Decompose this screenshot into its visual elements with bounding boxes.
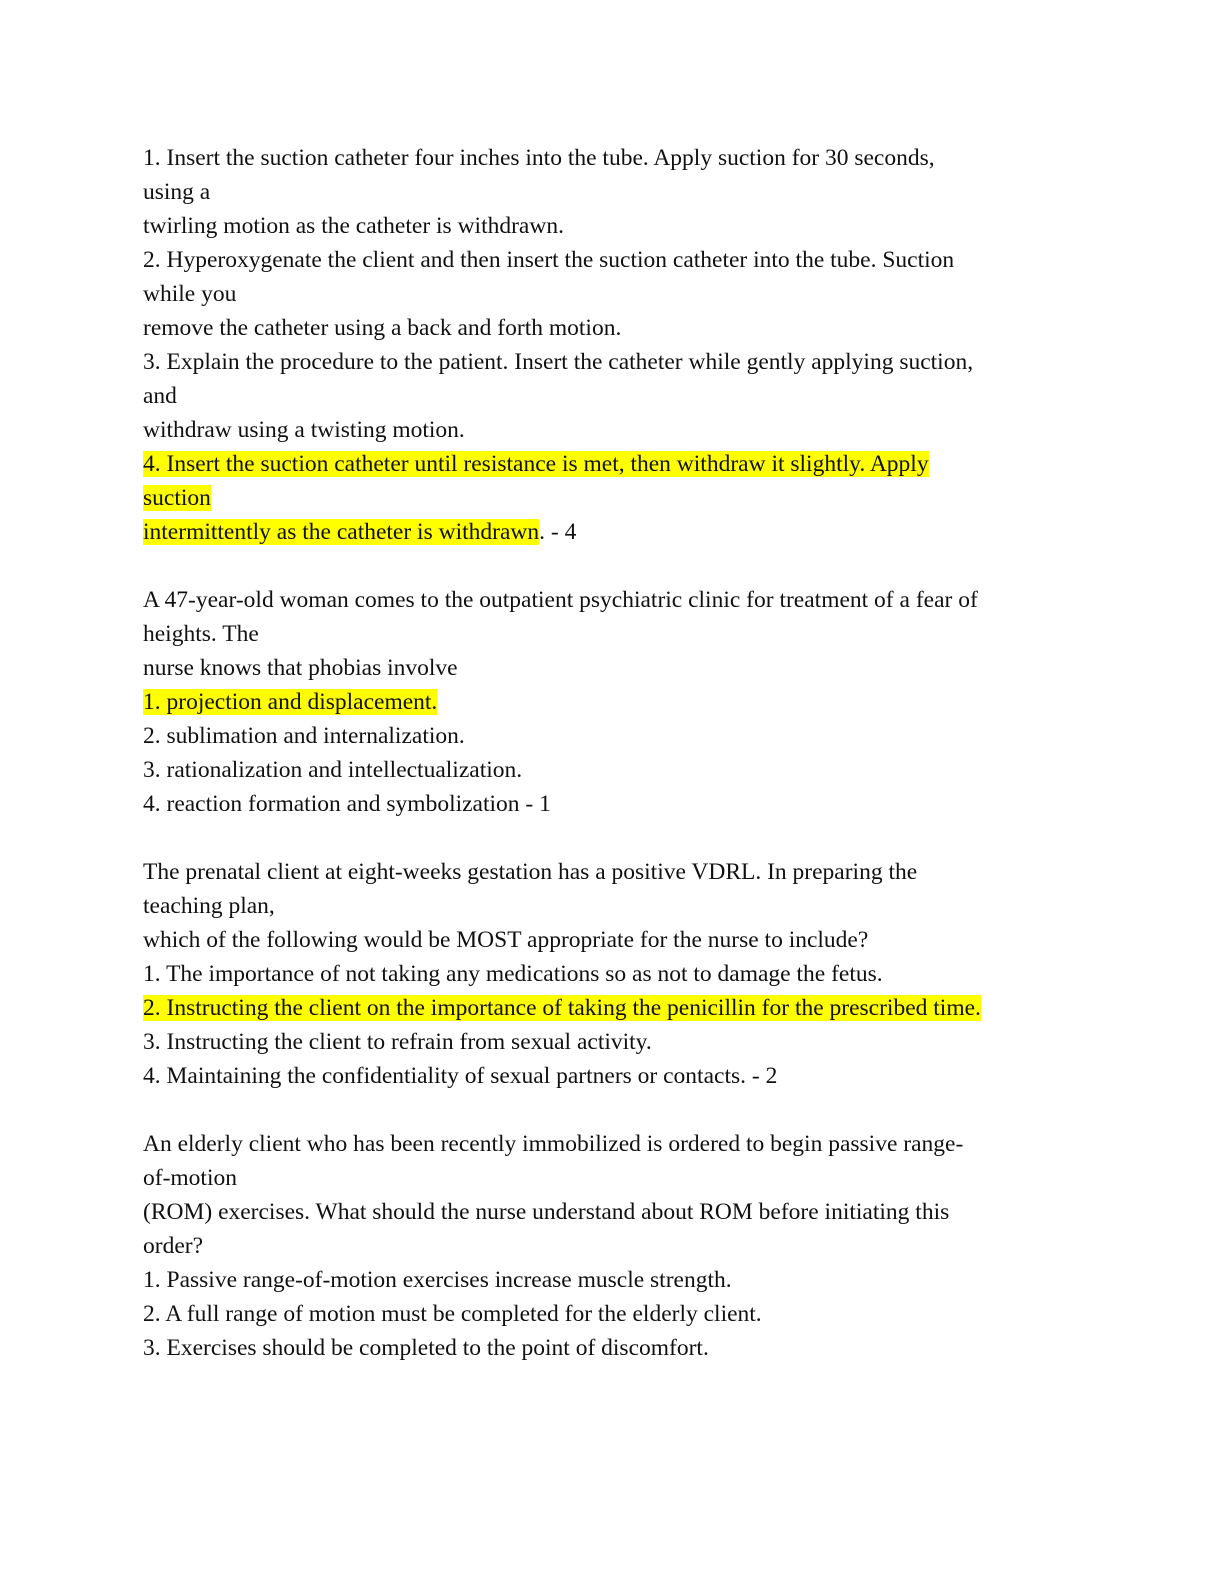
answer-key: . - 4: [539, 519, 577, 545]
paragraph-gap: [143, 1093, 1083, 1127]
text-line: 4. Maintaining the confidentiality of sexual partners or contacts. - 2: [143, 1063, 778, 1089]
text-line: 2. Hyperoxygenate the client and then insert the suction catheter into the tube. Suction: [143, 247, 955, 273]
text-line: 2. sublimation and internalization.: [143, 723, 465, 749]
text-line: 2. A full range of motion must be completed for the elderly client.: [143, 1301, 762, 1327]
text-line: The prenatal client at eight-weeks gestation has a positive VDRL. In preparing the: [143, 859, 918, 885]
text-line: nurse knows that phobias involve: [143, 655, 458, 681]
question-block-2: [143, 583, 1083, 821]
question-block-4: [143, 1127, 1083, 1365]
text-line: 1. Insert the suction catheter four inches into the tube. Apply suction for 30 seconds,: [143, 145, 935, 171]
text-line: withdraw using a twisting motion.: [143, 417, 465, 443]
text-line: 3. Explain the procedure to the patient. Insert the catheter while gently applying suction,: [143, 349, 974, 375]
text-line: 3. rationalization and intellectualization.: [143, 757, 523, 783]
question-block-1: [143, 141, 1083, 549]
text-line: heights. The: [143, 621, 259, 647]
text-line: twirling motion as the catheter is withdrawn.: [143, 213, 564, 239]
text-line: 4. reaction formation and symbolization - 1: [143, 791, 551, 817]
text-line: order?: [143, 1233, 204, 1259]
text-line: using a: [143, 179, 211, 205]
text-line: An elderly client who has been recently immobilized is ordered to begin passive range-: [143, 1131, 964, 1157]
text-line: 1. Passive range-of-motion exercises increase muscle strength.: [143, 1267, 732, 1293]
text-line: and: [143, 383, 177, 409]
text-line: of-motion: [143, 1165, 237, 1191]
text-line: 3. Instructing the client to refrain from sexual activity.: [143, 1029, 652, 1055]
text-line: 1. The importance of not taking any medications so as not to damage the fetus.: [143, 961, 883, 987]
text-line: (ROM) exercises. What should the nurse understand about ROM before initiating this: [143, 1199, 950, 1225]
text-line: which of the following would be MOST appropriate for the nurse to include?: [143, 927, 869, 953]
text-line: remove the catheter using a back and forth motion.: [143, 315, 622, 341]
highlighted-answer-line: 4. Insert the suction catheter until resistance is met, then withdraw it slightly. Apply: [143, 451, 929, 477]
question-block-3: [143, 855, 1083, 1093]
text-line: teaching plan,: [143, 893, 275, 919]
highlighted-answer-line: 2. Instructing the client on the importance of taking the penicillin for the prescribed time.: [143, 995, 981, 1021]
document-page: [143, 141, 1083, 1365]
highlighted-answer-line: intermittently as the catheter is withdrawn. - 4: [143, 519, 577, 545]
paragraph-gap: [143, 549, 1083, 583]
highlighted-answer-line: suction: [143, 485, 211, 511]
paragraph-gap: [143, 821, 1083, 855]
text-line: 3. Exercises should be completed to the point of discomfort.: [143, 1335, 709, 1361]
text-line: while you: [143, 281, 237, 307]
text-line: A 47-year-old woman comes to the outpatient psychiatric clinic for treatment of a fear of: [143, 587, 978, 613]
highlighted-answer-line: 1. projection and displacement.: [143, 689, 438, 715]
